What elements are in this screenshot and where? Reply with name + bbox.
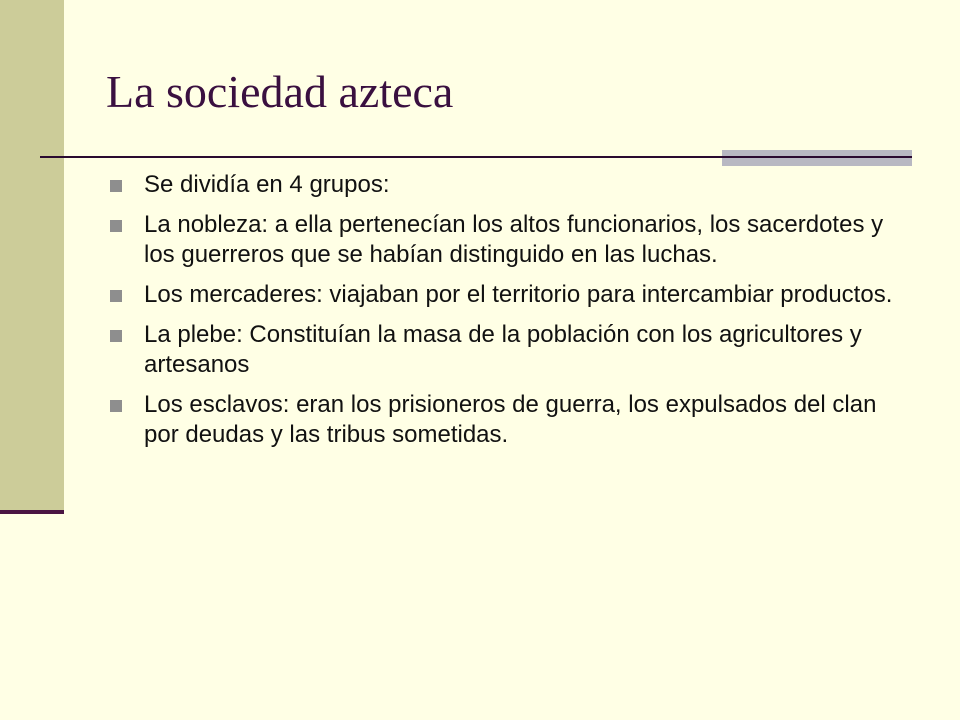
slide-title: La sociedad azteca — [106, 66, 454, 117]
bullet-text: Se dividía en 4 grupos: — [144, 171, 390, 198]
square-bullet-icon — [110, 330, 122, 342]
square-bullet-icon — [110, 400, 122, 412]
bullet-text: Los mercaderes: viajaban por el territorio para intercambiar productos. — [144, 281, 893, 308]
bullet-text: Los esclavos: eran los prisioneros de guerra, los expulsados del clan por deudas y las tribus sometidas. — [144, 391, 877, 448]
bullet-list — [110, 170, 910, 460]
square-bullet-icon — [110, 290, 122, 302]
title-rule-accent — [722, 150, 912, 166]
bullet-text: La plebe: Constituían la masa de la población con los agricultores y artesanos — [144, 321, 862, 378]
bullet-item — [110, 320, 910, 380]
bullet-item — [110, 280, 910, 310]
side-accent-cap — [0, 510, 64, 514]
square-bullet-icon — [110, 180, 122, 192]
bullet-item — [110, 390, 910, 450]
bullet-item — [110, 170, 910, 200]
title-rule — [40, 156, 912, 158]
side-accent-bar — [0, 0, 64, 510]
square-bullet-icon — [110, 220, 122, 232]
bullet-item — [110, 210, 910, 270]
bullet-text: La nobleza: a ella pertenecían los altos funcionarios, los sacerdotes y los guerreros que se habían distinguido en las luchas. — [144, 211, 884, 268]
